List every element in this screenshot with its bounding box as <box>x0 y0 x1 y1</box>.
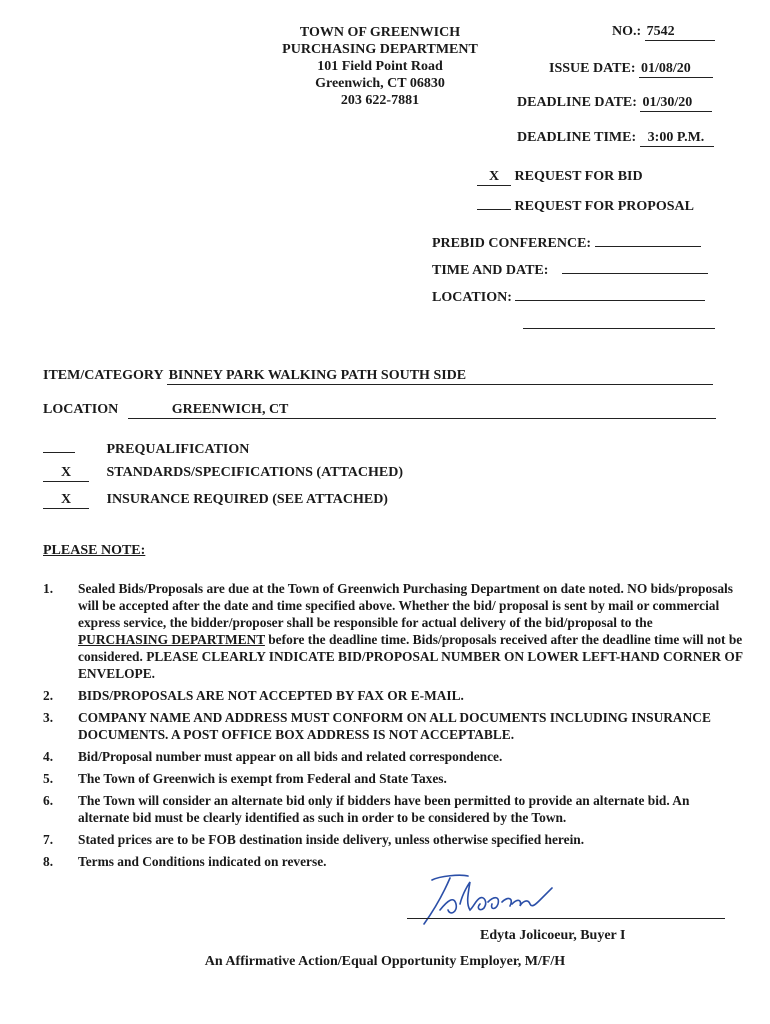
prebid-time-blank <box>562 261 708 274</box>
item-category-row <box>43 368 713 385</box>
list-item-text: BIDS/PROPOSALS ARE NOT ACCEPTED BY FAX OR E-MAIL. <box>78 688 464 703</box>
list-item-text <box>78 580 743 682</box>
prebid-time-row <box>432 261 708 279</box>
list-item-number: 2. <box>43 688 54 703</box>
list-item-text: Bid/Proposal number must appear on all bids and related correspondence. <box>78 749 503 764</box>
check-row-prequalification <box>43 439 249 458</box>
issue-date-field <box>549 61 713 78</box>
request-for-bid-row <box>477 169 643 186</box>
prebid-conference-blank <box>595 234 701 247</box>
deadline-time-value: 3:00 P.M. <box>640 130 714 147</box>
location-value: GREENWICH, CT <box>128 402 716 419</box>
list-item <box>43 792 743 826</box>
deadline-date-value: 01/30/20 <box>640 95 712 112</box>
list-item <box>43 748 743 765</box>
please-note-heading: PLEASE NOTE: <box>43 543 146 558</box>
org-line: 101 Field Point Road <box>317 59 443 74</box>
deadline-time-field <box>517 130 714 147</box>
list-item-number: 5. <box>43 771 54 786</box>
note-text-part: Sealed Bids/Proposals are due at the Town of Greenwich Purchasing Department on date noted. NO bids/proposals will be accepted after the date and time specified above. Whether the bid/ proposal is sent by mail or commercial express service, the bidder/proposer shall be responsible for actual delivery of the bid/proposal to the <box>78 581 733 630</box>
request-proposal-label: REQUEST FOR PROPOSAL <box>514 199 694 214</box>
list-item-number: 8. <box>43 854 54 869</box>
list-item-text: Terms and Conditions indicated on reverse. <box>78 854 327 869</box>
prebid-time-label: TIME AND DATE: <box>432 263 549 278</box>
list-item <box>43 770 743 787</box>
check-label: STANDARDS/SPECIFICATIONS (ATTACHED) <box>106 465 404 480</box>
eeo-footer: An Affirmative Action/Equal Opportunity Employer, M/F/H <box>204 954 566 969</box>
purchasing-department-text: PURCHASING DEPARTMENT <box>78 632 265 647</box>
list-item-text: Stated prices are to be FOB destination inside delivery, unless otherwise specified herein. <box>78 832 585 847</box>
list-item-text: The Town of Greenwich is exempt from Federal and State Taxes. <box>78 771 447 786</box>
request-for-proposal-row <box>477 196 694 215</box>
org-line: PURCHASING DEPARTMENT <box>282 42 478 57</box>
check-label: INSURANCE REQUIRED (SEE ATTACHED) <box>106 492 388 507</box>
deadline-time-label: DEADLINE TIME: <box>517 130 637 145</box>
bid-number-value: 7542 <box>645 24 715 41</box>
list-item-number: 1. <box>43 581 54 596</box>
org-line: Greenwich, CT 06830 <box>315 76 445 91</box>
bid-number-label: NO.: <box>612 24 642 39</box>
org-line: TOWN OF GREENWICH <box>299 25 461 40</box>
org-line: 203 622-7881 <box>340 93 420 108</box>
list-item <box>43 580 743 682</box>
check-mark <box>43 439 75 453</box>
handwritten-signature <box>410 870 580 930</box>
buyer-name: Edyta Jolicoeur, Buyer I <box>480 928 626 943</box>
check-label: PREQUALIFICATION <box>106 442 250 457</box>
prebid-location-row <box>432 288 705 306</box>
request-bid-mark: X <box>477 169 511 186</box>
notes-list <box>43 580 743 875</box>
list-item-number: 3. <box>43 710 54 725</box>
list-item <box>43 687 743 704</box>
issue-date-label: ISSUE DATE: <box>549 61 636 76</box>
prebid-conference-row <box>432 234 701 252</box>
location-label: LOCATION <box>43 402 119 417</box>
list-item-text: The Town will consider an alternate bid only if bidders have been permitted to provide an alternate bid. An alternate bid must be clearly identified as such in order to be considered by the Town. <box>78 793 690 825</box>
item-category-label: ITEM/CATEGORY <box>43 368 164 383</box>
check-row-standards <box>43 465 403 482</box>
org-address-block <box>270 24 490 109</box>
list-item <box>43 831 743 848</box>
list-item <box>43 853 743 870</box>
list-item-text: COMPANY NAME AND ADDRESS MUST CONFORM ON ALL DOCUMENTS INCLUDING INSURANCE DOCUMENTS. A POST OFFICE BOX ADDRESS IS NOT ACCEPTABLE. <box>78 710 711 742</box>
location-row <box>43 402 716 419</box>
deadline-date-field <box>517 95 712 112</box>
check-row-insurance <box>43 492 388 509</box>
check-mark: X <box>43 492 89 509</box>
prebid-location-label: LOCATION: <box>432 290 512 305</box>
check-mark: X <box>43 465 89 482</box>
prebid-location-blank <box>515 288 705 301</box>
bid-number-field <box>612 24 715 41</box>
list-item-number: 7. <box>43 832 54 847</box>
request-bid-label: REQUEST FOR BID <box>514 169 643 184</box>
deadline-date-label: DEADLINE DATE: <box>517 95 637 110</box>
issue-date-value: 01/08/20 <box>639 61 713 78</box>
signature-line <box>407 918 725 919</box>
list-item <box>43 709 743 743</box>
list-item-number: 4. <box>43 749 54 764</box>
prebid-location-blank-2 <box>523 328 715 329</box>
request-proposal-mark <box>477 196 511 210</box>
list-item-number: 6. <box>43 793 54 808</box>
note-text-part: before the deadline time. Bids/proposals received after the deadline time will not be considered. PLEASE CLEARLY INDICATE BID/PROPOSAL NUMBER ON LOWER LEFT-HAND CORNER OF ENVELOPE. <box>78 632 743 681</box>
item-category-value: BINNEY PARK WALKING PATH SOUTH SIDE <box>167 368 713 385</box>
prebid-conference-label: PREBID CONFERENCE: <box>432 236 592 251</box>
